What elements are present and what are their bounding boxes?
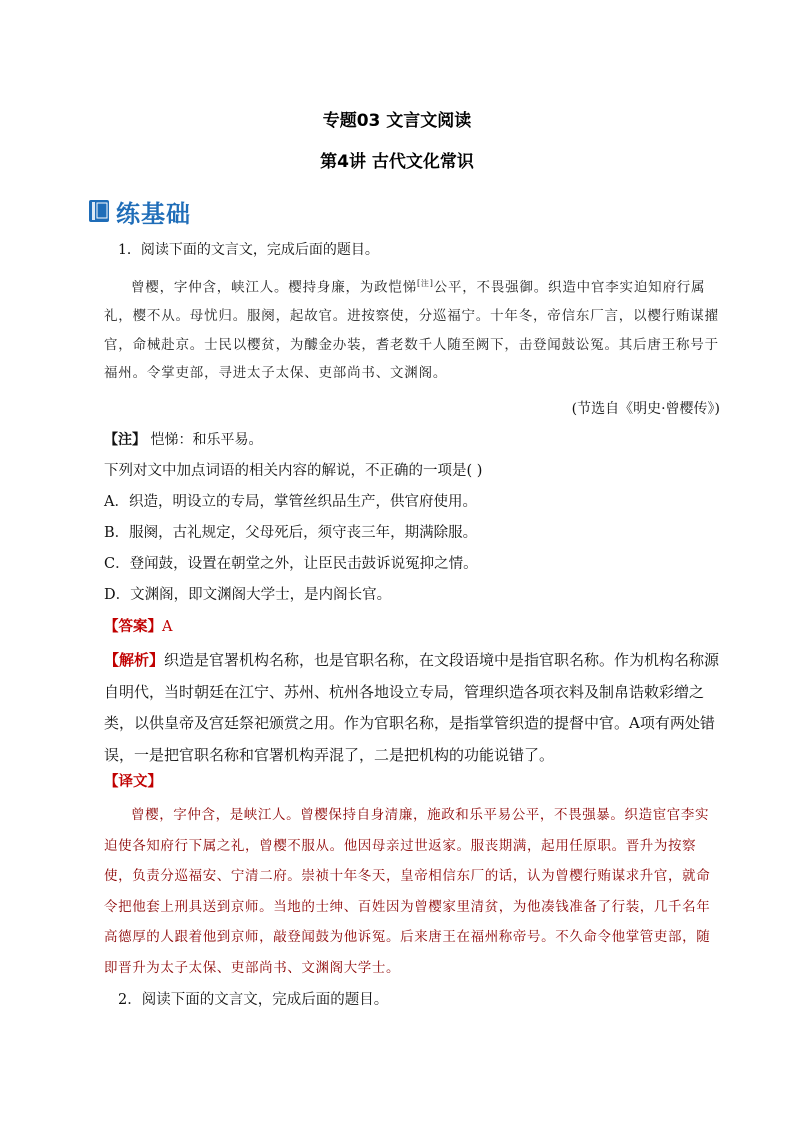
analysis-tag: 【解析】	[104, 651, 165, 669]
option-a: A．织造，明设立的专局，掌管丝织品生产，供官府使用。	[104, 494, 477, 510]
footnote-marker: [注]	[417, 279, 434, 288]
footnote	[104, 430, 724, 450]
question-1-prompt: 1．阅读下面的文言文，完成后面的题目。	[118, 242, 379, 258]
passage-source: (节选自《明史·曾樱传》)	[571, 401, 720, 417]
translation-header	[104, 770, 162, 791]
answer-value: A	[162, 619, 173, 635]
note-text: 恺悌：和乐平易。	[146, 432, 263, 448]
analysis-block	[104, 645, 724, 771]
option-d: D．文渊阁，即文渊阁大学士，是内阁长官。	[104, 587, 392, 603]
answer-line	[104, 615, 172, 636]
section-header	[88, 195, 191, 227]
option-b: B．服阕，古礼规定，父母死后，须守丧三年，期满除服。	[104, 525, 478, 541]
answer-tag: 【答案】	[104, 618, 162, 635]
analysis-text: 织造是官署机构名称，也是官职名称，在文段语境中是指官职名称。作为机构名称源自明代，当时朝廷在江宁、苏州、杭州各地设立专局，管理织造各项衣料及制帛诰敕彩缯之类，以供皇帝及宫廷祭祀颁赏之用。作为官职名称，是指掌管织造的提督中官。A项有两处错误，一是把官职名称和官署机构弄混了，二是把机构的功能说错了。	[104, 651, 720, 764]
question-2-prompt: 2．阅读下面的文言文，完成后面的题目。	[118, 992, 389, 1008]
section-label: 练基础	[116, 199, 191, 228]
question-stem: 下列对文中加点词语的相关内容的解说，不正确的一项是( )	[104, 463, 483, 479]
option-c: C．登闻鼓，设置在朝堂之外，让臣民击鼓诉说冤抑之情。	[104, 556, 478, 572]
lecture-subtitle: 第4讲 古代文化常识	[320, 152, 474, 172]
translation-text: 曾樱，字仲含，是峡江人。曾樱保持自身清廉，施政和乐平易公平，不畏强暴。织造宦官李实迫使各知府行下属之礼，曾樱不服从。他因母亲过世返家。服丧期满，起用任原职。晋升为按察使，负责分巡福安、宁清二府。崇祯十年冬天，皇帝相信东厂的话，认为曾樱行贿谋求升官，就命令把他套上刑具送到京师。当地的士绅、百姓因为曾樱家里清贫，为他凑钱准备了行装，几千名年高德厚的人跟着他到京师，敲登闻鼓为他诉冤。后来唐王在福州称帝号。不久命令他掌管吏部，随即晋升为太子太保、吏部尚书、文渊阁大学士。	[104, 807, 711, 976]
book-icon	[88, 199, 110, 223]
passage-part-1: 曾樱，字仲含，峡江人。樱持身廉，为政恺悌	[131, 279, 417, 296]
classical-passage	[104, 270, 722, 388]
translation-tag: 【译文】	[104, 773, 162, 790]
note-tag: 【注】	[104, 432, 146, 448]
passage-part-2: 公平，不畏强御。织造中官李实迫知府行属礼，樱不从。母忧归。服阕，起故官。进按察使，分巡福宁。十年冬，帝信东厂言，以樱行贿谋擢官，命械赴京。士民以樱贫，为醵金办装，耆老数千人随至阙下，击登闻鼓讼冤。其后唐王称号于福州。令掌吏部，寻进太子太保、吏部尚书、文渊阁。	[104, 279, 719, 382]
document-title: 专题03 文言文阅读	[322, 111, 472, 131]
